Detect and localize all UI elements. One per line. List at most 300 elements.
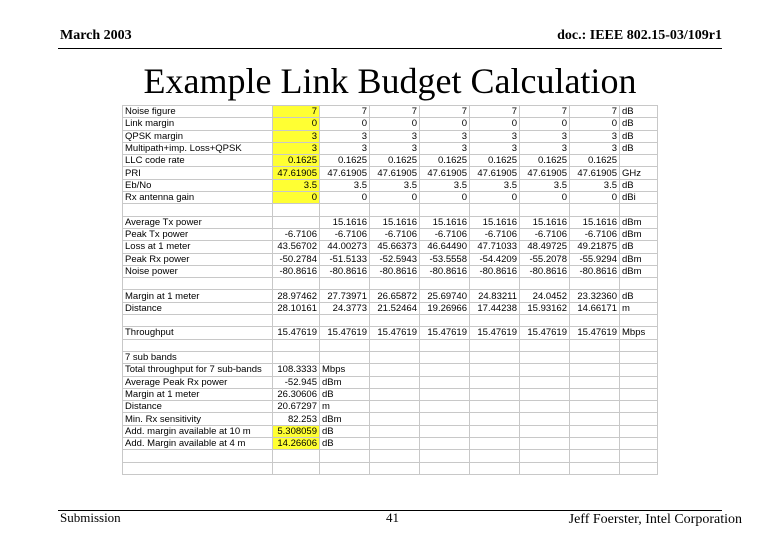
table-cell: 0 [273, 192, 320, 204]
row-label-cell: Peak Tx power [123, 228, 273, 240]
row-label-cell [123, 315, 273, 327]
table-row [123, 228, 658, 240]
table-cell [470, 413, 520, 425]
table-cell [520, 401, 570, 413]
table-cell: -80.8616 [370, 265, 420, 277]
table-cell: 3 [273, 142, 320, 154]
table-cell [620, 401, 658, 413]
table-cell [470, 438, 520, 450]
row-label-cell: Distance [123, 401, 273, 413]
table-cell: 49.21875 [570, 241, 620, 253]
table-cell [520, 204, 570, 216]
table-cell: 0 [520, 118, 570, 130]
link-budget-table [122, 105, 658, 475]
row-label-cell [123, 462, 273, 474]
table-cell [370, 376, 420, 388]
table-cell [420, 413, 470, 425]
table-cell: 0 [470, 192, 520, 204]
table-cell: -80.8616 [570, 265, 620, 277]
table-cell: 47.61905 [273, 167, 320, 179]
table-cell: dB [620, 142, 658, 154]
table-cell: 15.47619 [273, 327, 320, 339]
table-cell: dBi [620, 192, 658, 204]
table-cell: dBm [320, 413, 370, 425]
table-cell [320, 204, 370, 216]
table-cell [273, 462, 320, 474]
table-cell: 43.56702 [273, 241, 320, 253]
row-label-cell: PRI [123, 167, 273, 179]
table-cell [570, 315, 620, 327]
table-cell: 7 [273, 106, 320, 118]
table-cell: 23.32360 [570, 290, 620, 302]
table-cell: 28.10161 [273, 302, 320, 314]
row-label-cell: Multipath+imp. Loss+QPSK [123, 142, 273, 154]
table-cell [470, 278, 520, 290]
table-cell: 7 [370, 106, 420, 118]
table-cell [370, 401, 420, 413]
table-cell: 19.26966 [420, 302, 470, 314]
table-cell: 47.61905 [470, 167, 520, 179]
table-row [123, 315, 658, 327]
table-cell: 26.65872 [370, 290, 420, 302]
table-cell: m [620, 302, 658, 314]
table-cell [520, 413, 570, 425]
table-cell: -80.8616 [470, 265, 520, 277]
table-cell: -6.7106 [370, 228, 420, 240]
table-cell [470, 425, 520, 437]
table-cell: 21.52464 [370, 302, 420, 314]
table-cell: 15.1616 [320, 216, 370, 228]
table-cell: 14.26606 [273, 438, 320, 450]
table-cell: -54.4209 [470, 253, 520, 265]
table-row [123, 290, 658, 302]
table-cell [470, 315, 520, 327]
table-cell: 47.61905 [520, 167, 570, 179]
table-cell [470, 401, 520, 413]
table-cell [520, 438, 570, 450]
row-label-cell [123, 278, 273, 290]
table-cell [570, 376, 620, 388]
table-row [123, 142, 658, 154]
table-cell [520, 425, 570, 437]
table-cell [273, 216, 320, 228]
table-cell: 3.5 [570, 179, 620, 191]
row-label-cell: Rx antenna gain [123, 192, 273, 204]
slide-title: Example Link Budget Calculation [143, 61, 637, 101]
table-cell: 3 [320, 130, 370, 142]
table-cell [470, 339, 520, 351]
row-label-cell: Add. margin available at 10 m [123, 425, 273, 437]
table-row [123, 155, 658, 167]
table-cell: 48.49725 [520, 241, 570, 253]
table-cell [470, 364, 520, 376]
table-cell: 7 [570, 106, 620, 118]
table-cell: 7 [420, 106, 470, 118]
table-cell: 108.3333 [273, 364, 320, 376]
table-cell: 0 [320, 118, 370, 130]
table-row [123, 179, 658, 191]
table-cell: 7 [470, 106, 520, 118]
row-label-cell: Total throughput for 7 sub-bands [123, 364, 273, 376]
table-cell: -6.7106 [320, 228, 370, 240]
table-cell: -80.8616 [420, 265, 470, 277]
table-cell [470, 450, 520, 462]
table-cell: 7 [320, 106, 370, 118]
table-cell [320, 339, 370, 351]
table-cell: 3.5 [470, 179, 520, 191]
table-cell [370, 339, 420, 351]
table-cell: 0 [420, 118, 470, 130]
table-row [123, 192, 658, 204]
table-cell: 47.71033 [470, 241, 520, 253]
table-cell: 0 [370, 192, 420, 204]
table-cell [620, 450, 658, 462]
table-row [123, 253, 658, 265]
header-doc-id: doc.: IEEE 802.15-03/109r1 [557, 28, 722, 43]
table-cell: 15.93162 [520, 302, 570, 314]
table-cell [620, 425, 658, 437]
row-label-cell: Noise power [123, 265, 273, 277]
table-cell [420, 438, 470, 450]
table-cell: 14.66171 [570, 302, 620, 314]
table-cell [370, 438, 420, 450]
table-cell: 15.1616 [420, 216, 470, 228]
table-cell: -80.8616 [273, 265, 320, 277]
table-cell [570, 364, 620, 376]
table-cell [570, 278, 620, 290]
table-cell [620, 364, 658, 376]
table-cell [420, 339, 470, 351]
row-label-cell: Link margin [123, 118, 273, 130]
row-label-cell: 7 sub bands [123, 351, 273, 363]
table-cell: 47.61905 [320, 167, 370, 179]
table-row [123, 376, 658, 388]
table-cell [420, 315, 470, 327]
table-row [123, 302, 658, 314]
table-row [123, 265, 658, 277]
table-cell [520, 388, 570, 400]
footer-submission: Submission [60, 510, 121, 525]
table-cell: dB [620, 118, 658, 130]
table-cell: -50.2784 [273, 253, 320, 265]
table-cell [470, 388, 520, 400]
table-row [123, 130, 658, 142]
footer-author: Jeff Foerster, Intel Corporation [568, 512, 742, 527]
table-cell: -6.7106 [420, 228, 470, 240]
row-label-cell: LLC code rate [123, 155, 273, 167]
table-cell [273, 278, 320, 290]
table-cell [570, 204, 620, 216]
table-cell: 28.97462 [273, 290, 320, 302]
table-row [123, 401, 658, 413]
table-row [123, 413, 658, 425]
table-cell [470, 351, 520, 363]
table-cell: 0 [320, 192, 370, 204]
row-label-cell: Noise figure [123, 106, 273, 118]
table-cell [520, 450, 570, 462]
table-cell [320, 278, 370, 290]
table-cell: 47.61905 [370, 167, 420, 179]
table-cell [370, 364, 420, 376]
table-row [123, 167, 658, 179]
table-cell [420, 204, 470, 216]
table-cell: 3 [520, 142, 570, 154]
table-cell: m [320, 401, 370, 413]
table-cell: 3 [520, 130, 570, 142]
table-cell: 24.3773 [320, 302, 370, 314]
table-cell: dBm [620, 265, 658, 277]
table-row [123, 425, 658, 437]
table-cell: 15.47619 [320, 327, 370, 339]
row-label-cell: Margin at 1 meter [123, 290, 273, 302]
table-cell: dB [620, 179, 658, 191]
table-cell: dB [620, 130, 658, 142]
table-cell: 15.1616 [370, 216, 420, 228]
table-row [123, 364, 658, 376]
row-label-cell: Loss at 1 meter [123, 241, 273, 253]
row-label-cell: QPSK margin [123, 130, 273, 142]
table-cell [520, 364, 570, 376]
table-row [123, 241, 658, 253]
table-cell: GHz [620, 167, 658, 179]
row-label-cell [123, 450, 273, 462]
table-cell: 7 [520, 106, 570, 118]
table-cell: 0 [420, 192, 470, 204]
row-label-cell: Average Tx power [123, 216, 273, 228]
table-cell: 3 [370, 142, 420, 154]
table-row [123, 118, 658, 130]
table-cell: 44.00273 [320, 241, 370, 253]
table-cell: 24.0452 [520, 290, 570, 302]
table-cell: -6.7106 [273, 228, 320, 240]
table-cell: -55.9294 [570, 253, 620, 265]
table-cell: 15.47619 [570, 327, 620, 339]
table-cell: 3 [420, 142, 470, 154]
table-cell: -6.7106 [520, 228, 570, 240]
table-cell: dBm [620, 216, 658, 228]
table-cell [320, 462, 370, 474]
table-cell: 0.1625 [370, 155, 420, 167]
row-label-cell: Peak Rx power [123, 253, 273, 265]
table-cell [370, 450, 420, 462]
table-cell: 3.5 [320, 179, 370, 191]
table-row [123, 204, 658, 216]
table-cell: Mbps [620, 327, 658, 339]
table-cell: dB [620, 241, 658, 253]
table-cell: dB [620, 106, 658, 118]
table-cell [620, 351, 658, 363]
table-cell: 46.64490 [420, 241, 470, 253]
table-cell: 3.5 [520, 179, 570, 191]
table-cell [420, 425, 470, 437]
row-label-cell: Margin at 1 meter [123, 388, 273, 400]
table-cell [273, 351, 320, 363]
table-cell [320, 450, 370, 462]
table-cell [620, 376, 658, 388]
table-cell [620, 278, 658, 290]
table-cell: 0 [570, 192, 620, 204]
table-cell [570, 425, 620, 437]
table-cell: 15.47619 [520, 327, 570, 339]
table-cell: Mbps [320, 364, 370, 376]
table-cell: dBm [320, 376, 370, 388]
table-row [123, 216, 658, 228]
table-cell: 15.47619 [420, 327, 470, 339]
table-cell [570, 450, 620, 462]
table-row [123, 388, 658, 400]
table-cell: 3 [570, 130, 620, 142]
table-cell [570, 438, 620, 450]
table-cell: 47.61905 [420, 167, 470, 179]
table-cell [273, 204, 320, 216]
table-cell: 24.83211 [470, 290, 520, 302]
table-cell [320, 351, 370, 363]
row-label-cell: Min. Rx sensitivity [123, 413, 273, 425]
table-row [123, 106, 658, 118]
row-label-cell: Add. Margin available at 4 m [123, 438, 273, 450]
table-cell: -52.945 [273, 376, 320, 388]
table-cell: 17.44238 [470, 302, 520, 314]
table-cell: 15.47619 [370, 327, 420, 339]
table-cell [620, 438, 658, 450]
table-cell [570, 388, 620, 400]
table-cell: 0.1625 [570, 155, 620, 167]
table-cell: 3 [273, 130, 320, 142]
table-cell: 0.1625 [470, 155, 520, 167]
table-cell [370, 351, 420, 363]
table-cell [520, 339, 570, 351]
table-cell: -51.5133 [320, 253, 370, 265]
table-cell [520, 278, 570, 290]
footer-page-number: 41 [386, 510, 399, 525]
table-cell [620, 388, 658, 400]
table-cell [273, 450, 320, 462]
table-cell [370, 204, 420, 216]
table-cell: 15.1616 [570, 216, 620, 228]
table-cell [370, 278, 420, 290]
table-cell: 3 [320, 142, 370, 154]
table-cell: 0.1625 [420, 155, 470, 167]
table-cell: dBm [620, 253, 658, 265]
table-cell: 5.308059 [273, 425, 320, 437]
table-cell [370, 388, 420, 400]
table-cell: -53.5558 [420, 253, 470, 265]
table-cell [570, 413, 620, 425]
table-cell [620, 204, 658, 216]
row-label-cell [123, 339, 273, 351]
table-cell: 3.5 [273, 179, 320, 191]
table-cell [620, 155, 658, 167]
table-cell [273, 315, 320, 327]
table-cell [520, 351, 570, 363]
table-row [123, 278, 658, 290]
table-cell: -80.8616 [520, 265, 570, 277]
table-cell [570, 339, 620, 351]
table-cell: 3.5 [370, 179, 420, 191]
table-cell [570, 462, 620, 474]
table-cell: dB [320, 438, 370, 450]
table-cell: 3 [470, 142, 520, 154]
table-cell: 0 [273, 118, 320, 130]
table-cell: 20.67297 [273, 401, 320, 413]
table-cell [620, 462, 658, 474]
table-cell [420, 364, 470, 376]
table-cell [470, 462, 520, 474]
table-cell: -80.8616 [320, 265, 370, 277]
table-cell: 0.1625 [520, 155, 570, 167]
table-row [123, 462, 658, 474]
table-cell [520, 376, 570, 388]
table-cell: 3 [570, 142, 620, 154]
table-cell [370, 462, 420, 474]
table-cell: 3 [370, 130, 420, 142]
table-cell [370, 425, 420, 437]
table-cell [273, 339, 320, 351]
table-cell [420, 450, 470, 462]
table-cell: -6.7106 [470, 228, 520, 240]
table-cell [370, 315, 420, 327]
table-cell [620, 339, 658, 351]
table-row [123, 438, 658, 450]
table-cell [420, 388, 470, 400]
row-label-cell: Distance [123, 302, 273, 314]
table-cell [370, 413, 420, 425]
table-row [123, 339, 658, 351]
table-cell [620, 315, 658, 327]
row-label-cell: Throughput [123, 327, 273, 339]
table-cell [420, 462, 470, 474]
table-cell: 0 [370, 118, 420, 130]
table-cell [420, 351, 470, 363]
table-cell [320, 315, 370, 327]
table-cell [470, 376, 520, 388]
table-cell: dBm [620, 228, 658, 240]
table-cell: dB [320, 425, 370, 437]
table-row [123, 351, 658, 363]
table-cell: 27.73971 [320, 290, 370, 302]
header-date: March 2003 [60, 28, 132, 43]
table-cell: 0.1625 [320, 155, 370, 167]
table-cell: -6.7106 [570, 228, 620, 240]
table-cell: -52.5943 [370, 253, 420, 265]
row-label-cell [123, 204, 273, 216]
table-cell: 3 [470, 130, 520, 142]
header-rule [58, 48, 722, 49]
table-cell [520, 462, 570, 474]
table-row [123, 450, 658, 462]
table-cell: dB [320, 388, 370, 400]
table-cell [570, 351, 620, 363]
table-row [123, 327, 658, 339]
table-cell: 15.1616 [520, 216, 570, 228]
table-cell [420, 401, 470, 413]
row-label-cell: Average Peak Rx power [123, 376, 273, 388]
table-cell [420, 376, 470, 388]
table-cell [470, 204, 520, 216]
table-cell: 82.253 [273, 413, 320, 425]
table-cell: 0 [570, 118, 620, 130]
table-cell: 0.1625 [273, 155, 320, 167]
table-cell: 3.5 [420, 179, 470, 191]
table-cell: 47.61905 [570, 167, 620, 179]
table-cell: dB [620, 290, 658, 302]
table-cell [420, 278, 470, 290]
table-cell: 15.1616 [470, 216, 520, 228]
table-cell: 0 [520, 192, 570, 204]
table-cell [570, 401, 620, 413]
table-cell: 0 [470, 118, 520, 130]
table-cell [520, 315, 570, 327]
